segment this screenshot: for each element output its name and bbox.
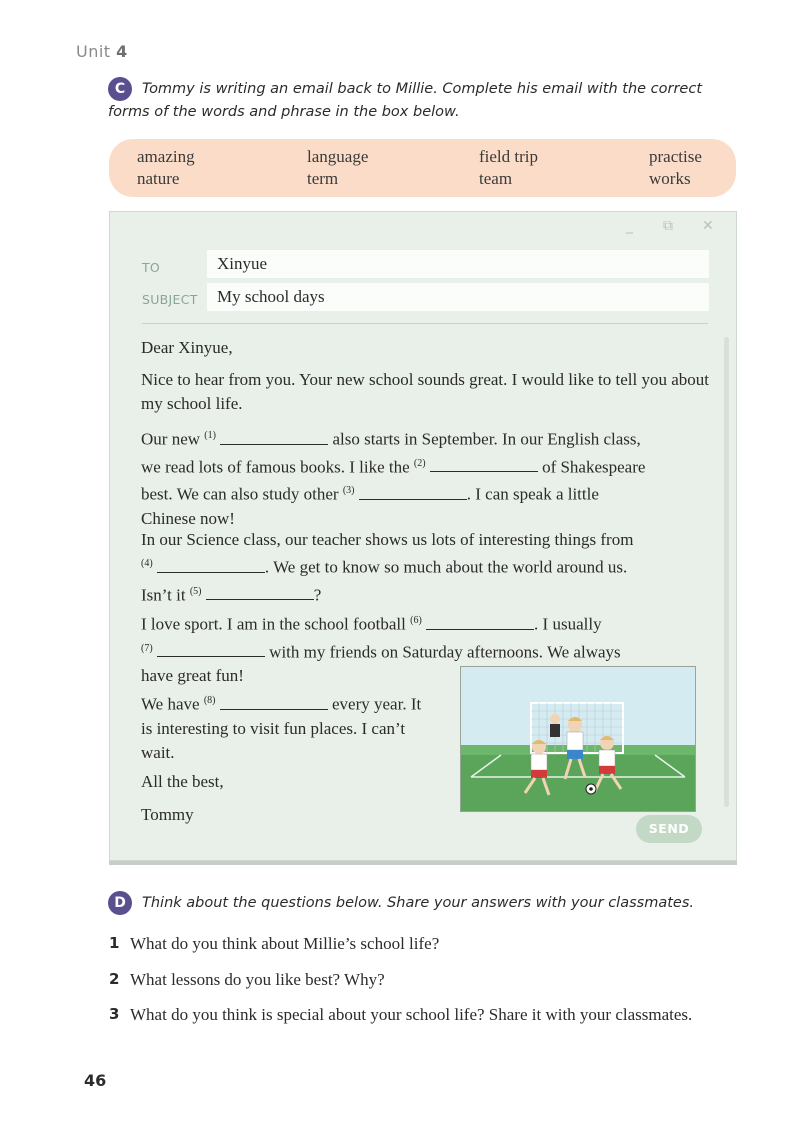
text-run: every year. It	[332, 694, 422, 714]
question-text: What do you think is special about your school life? Share it with your classmates.	[130, 1005, 693, 1024]
answer-blank[interactable]	[426, 615, 534, 630]
word-box-item: team	[479, 169, 513, 188]
question-number: 1	[109, 934, 120, 952]
close-icon[interactable]: ✕	[702, 218, 714, 234]
question-item	[109, 1001, 710, 1028]
answer-blank[interactable]	[206, 585, 314, 600]
answer-blank[interactable]	[220, 430, 328, 445]
section-d-badge: D	[108, 891, 132, 915]
email-paragraph-2	[141, 424, 716, 531]
blank-number: (3)	[342, 485, 355, 497]
blank-number: (8)	[203, 695, 216, 706]
blank-number: (2)	[413, 457, 426, 469]
text-run: Our new	[141, 429, 201, 449]
text-run: We have	[141, 694, 200, 714]
text-run: with my friends on Saturday afternoons. We always	[269, 642, 621, 662]
unit-number: 4	[116, 42, 128, 61]
text-run: we read lots of famous books. I like the	[141, 457, 410, 477]
question-text: What lessons do you like best? Why?	[130, 970, 385, 989]
question-item	[109, 966, 710, 993]
email-greeting: Dear Xinyue,	[141, 338, 233, 357]
text-run: . We get to know so much about the world around us.	[264, 557, 628, 577]
word-box-item: field trip	[479, 147, 539, 166]
text-run: Chinese now!	[141, 508, 235, 528]
blank-number: (4)	[141, 558, 153, 569]
blank-number: (5)	[189, 585, 202, 597]
question-text: What do you think about Millie’s school life?	[130, 934, 440, 953]
text-run: have great fun!	[141, 666, 244, 686]
answer-blank[interactable]	[157, 642, 265, 657]
send-button[interactable]: SEND	[636, 815, 702, 843]
text-run: . I usually	[534, 614, 602, 634]
restore-icon[interactable]: ⧉	[663, 218, 673, 234]
text-run: . I can speak a little	[466, 484, 599, 504]
word-box	[109, 139, 736, 197]
section-c-instruction	[108, 77, 748, 124]
page-number: 46	[84, 1071, 107, 1090]
email-closing: All the best,	[141, 772, 224, 791]
answer-blank[interactable]	[430, 457, 538, 472]
email-paragraph-5	[141, 689, 461, 765]
text-run: of Shakespeare	[542, 457, 646, 477]
text-run: Isn’t it	[141, 585, 186, 605]
question-number: 3	[109, 1005, 120, 1023]
minimize-icon[interactable]: _	[626, 218, 633, 234]
text-run: ?	[313, 585, 322, 605]
blank-number: (6)	[410, 615, 422, 626]
section-d-text: Think about the questions below. Share your answers with your classmates.	[142, 895, 694, 911]
to-field[interactable]: Xinyue	[207, 250, 709, 278]
email-paragraph-3	[141, 528, 716, 607]
answer-blank[interactable]	[220, 695, 328, 710]
text-run: is interesting to visit fun places. I can’t	[141, 718, 406, 738]
text-run: also starts in September. In our English class,	[332, 429, 641, 449]
text-run: wait.	[141, 742, 175, 762]
word-box-item: language	[307, 147, 369, 166]
blank-number: (1)	[204, 430, 216, 441]
section-c-text: Tommy is writing an email back to Millie. Complete his email with the correct forms of the words and phrase in the box below.	[108, 81, 703, 120]
question-number: 2	[109, 970, 120, 988]
subject-field[interactable]: My school days	[207, 283, 709, 311]
text-run: In our Science class, our teacher shows us lots of interesting things from	[141, 530, 634, 549]
email-window	[109, 211, 737, 861]
word-box-item: practise	[649, 147, 702, 166]
unit-header	[76, 42, 128, 61]
scrollbar[interactable]	[724, 337, 729, 807]
to-label: TO	[142, 260, 161, 275]
section-c-badge: C	[108, 77, 132, 101]
email-signature: Tommy	[141, 805, 194, 824]
word-box-item: amazing	[137, 147, 195, 166]
answer-blank[interactable]	[359, 485, 467, 500]
text-run: I love sport. I am in the school football	[141, 614, 406, 634]
subject-label: SUBJECT	[142, 292, 198, 307]
unit-label: Unit	[76, 42, 111, 61]
blank-number: (7)	[141, 642, 153, 654]
football-illustration	[460, 666, 696, 812]
section-d-instruction	[108, 891, 694, 915]
email-paragraph-1: Nice to hear from you. Your new school sounds great. I would like to tell you about my school life.	[141, 370, 709, 413]
text-run: best. We can also study other	[141, 484, 339, 504]
word-box-item: nature	[137, 169, 180, 188]
word-box-item: works	[649, 169, 691, 188]
header-divider	[142, 323, 708, 324]
word-box-item: term	[307, 169, 339, 188]
answer-blank[interactable]	[157, 558, 265, 573]
question-item	[109, 930, 710, 957]
